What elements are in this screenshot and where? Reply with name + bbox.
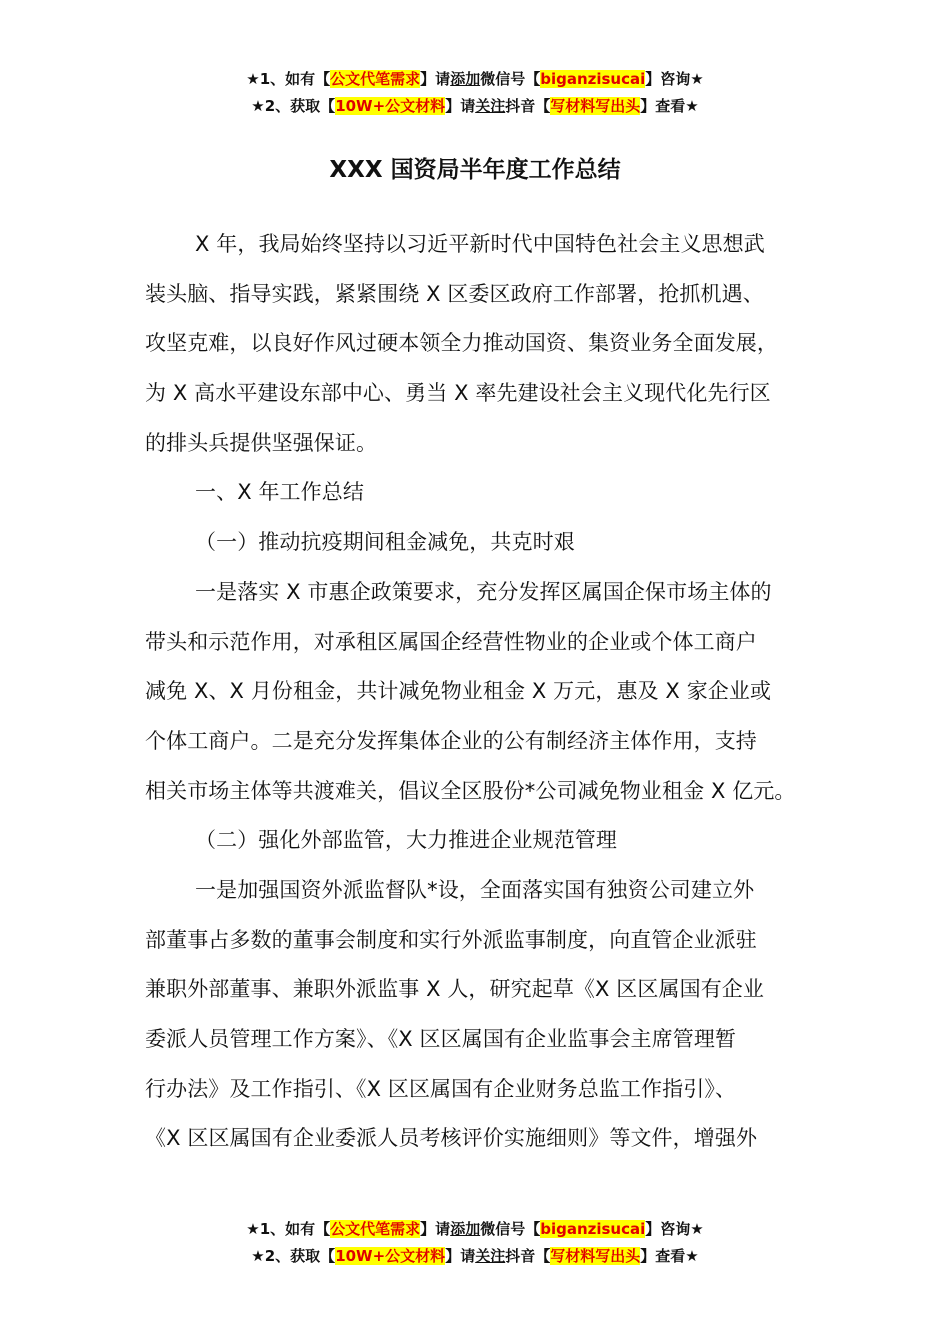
paragraph-line: 《X 区区属国有企业委派人员考核评价实施细则》等文件，增强外 [145, 1126, 758, 1151]
banner-wechat-id: biganzisucai [540, 70, 646, 88]
paragraph-line: 带头和示范作用，对承租区属国企经营性物业的企业或个体工商户 [145, 629, 757, 654]
paragraph-line: 为 X 高水平建设东部中心、勇当 X 率先建设社会主义现代化先行区 [145, 381, 771, 406]
paragraph-line: 减免 X、X 月份租金，共计减免物业租金 X 万元，惠及 X 家企业或 [145, 679, 772, 704]
subsection-heading: （二）强化外部监管，大力推进企业规范管理 [195, 828, 617, 853]
banner-line-1 [0, 1216, 950, 1243]
paragraph-line: 攻坚克难，以良好作风过硬本领全力推动国资、集资业务全面发展， [145, 331, 778, 356]
banner-line-2 [0, 93, 950, 120]
banner-emphasis: 添加 [450, 70, 481, 88]
banner-emphasis: 关注 [475, 1247, 506, 1265]
banner-line-2 [0, 1243, 950, 1270]
document-title: XXX 国资局半年度工作总结 [329, 157, 621, 183]
banner-text: ★2、获取【 [251, 1247, 336, 1265]
banner-highlight: 10W+公文材料 [335, 97, 446, 115]
banner-text: ★2、获取【 [251, 97, 336, 115]
banner-text: 微信号【 [480, 70, 541, 88]
banner-text: 】请 [420, 1220, 451, 1238]
bottom-banner [0, 1216, 950, 1270]
paragraph-line: 委派人员管理工作方案》、《X 区区属国有企业监事会主席管理暂 [145, 1027, 737, 1051]
banner-highlight: 写材料写出头 [550, 1247, 641, 1265]
paragraph-line: 一是落实 X 市惠企政策要求，充分发挥区属国企保市场主体的 [195, 579, 772, 604]
banner-line-1 [0, 66, 950, 93]
paragraph-line: 相关市场主体等共渡难关，倡议全区股份*公司减免物业租金 X 亿元。 [145, 778, 796, 803]
banner-text: ★1、如有【 [246, 1220, 331, 1238]
paragraph-line: 部董事占多数的董事会制度和实行外派监事制度，向直管企业派驻 [145, 927, 757, 952]
paragraph-line: 行办法》及工作指引、《X 区区属国有企业财务总监工作指引》、 [145, 1076, 737, 1101]
paragraph-line: 装头脑、指导实践，紧紧围绕 X 区委区政府工作部署，抢抓机遇、 [145, 281, 764, 306]
top-banner [0, 66, 950, 120]
banner-text: 】查看★ [640, 1247, 699, 1265]
banner-wechat-id: biganzisucai [540, 1220, 646, 1238]
banner-text: 微信号【 [480, 1220, 541, 1238]
banner-text: 】请 [445, 1247, 476, 1265]
banner-text: 抖音【 [505, 97, 551, 115]
banner-text: 抖音【 [505, 1247, 551, 1265]
banner-text: ★1、如有【 [246, 70, 331, 88]
banner-text: 】请 [420, 70, 451, 88]
paragraph-line: X 年，我局始终坚持以习近平新时代中国特色社会主义思想武 [195, 232, 765, 256]
banner-highlight: 10W+公文材料 [335, 1247, 446, 1265]
banner-text: 】查看★ [640, 97, 699, 115]
paragraph-line: 个体工商户。二是充分发挥集体企业的公有制经济主体作用，支持 [145, 728, 757, 753]
subsection-heading: （一）推动抗疫期间租金减免，共克时艰 [195, 530, 575, 555]
banner-highlight: 写材料写出头 [550, 97, 641, 115]
banner-highlight: 公文代笔需求 [330, 1220, 421, 1238]
banner-text: 】咨询★ [645, 1220, 704, 1238]
paragraph-line: 一是加强国资外派监督队*设，全面落实国有独资公司建立外 [195, 877, 755, 902]
paragraph-line: 的排头兵提供坚强保证。 [145, 430, 378, 455]
banner-text: 】咨询★ [645, 70, 704, 88]
section-heading: 一、X 年工作总结 [195, 480, 364, 505]
paragraph-line: 兼职外部董事、兼职外派监事 X 人，研究起草《X 区区属国有企业 [145, 977, 764, 1002]
banner-text: 】请 [445, 97, 476, 115]
banner-emphasis: 添加 [450, 1220, 481, 1238]
banner-highlight: 公文代笔需求 [330, 70, 421, 88]
banner-emphasis: 关注 [475, 97, 506, 115]
document-body [145, 220, 825, 1164]
